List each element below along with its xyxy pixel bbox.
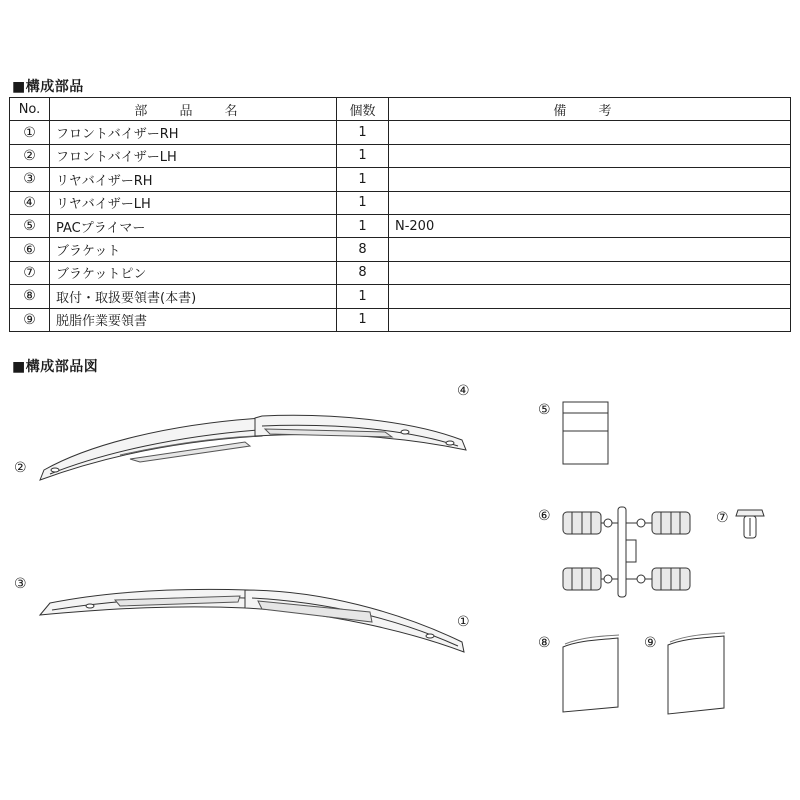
label-rear-visor-lh: ④ — [457, 383, 470, 399]
table-row — [10, 285, 791, 308]
row-no: ④ — [10, 191, 50, 214]
row-no: ⑧ — [10, 285, 50, 308]
label-front-visor-lh: ② — [14, 460, 27, 476]
row-no: ③ — [10, 168, 50, 191]
diagram-section-title: ■構成部品図 — [12, 359, 99, 375]
row-qty: 1 — [337, 308, 389, 331]
row-remarks — [389, 144, 791, 167]
manual-booklet-drawing — [563, 635, 619, 712]
table-row — [10, 168, 791, 191]
row-no: ① — [10, 121, 50, 144]
header-qty: 個数 — [337, 98, 389, 121]
row-name: フロントバイザーRH — [50, 121, 337, 144]
row-name: 脱脂作業要領書 — [50, 308, 337, 331]
row-remarks — [389, 168, 791, 191]
table-row — [10, 261, 791, 284]
row-remarks — [389, 238, 791, 261]
row-qty: 1 — [337, 191, 389, 214]
row-remarks — [389, 308, 791, 331]
row-qty: 8 — [337, 261, 389, 284]
table-row — [10, 238, 791, 261]
row-name: フロントバイザーLH — [50, 144, 337, 167]
row-no: ⑦ — [10, 261, 50, 284]
parts-section-title: ■構成部品 — [12, 79, 84, 95]
front-visor-rh-drawing — [245, 590, 464, 652]
degrease-manual-drawing — [668, 633, 725, 714]
row-qty: 1 — [337, 144, 389, 167]
row-remarks — [389, 191, 791, 214]
row-qty: 1 — [337, 168, 389, 191]
label-bracket: ⑥ — [538, 508, 551, 524]
table-row — [10, 214, 791, 237]
table-row — [10, 121, 791, 144]
row-no: ⑨ — [10, 308, 50, 331]
row-remarks: N-200 — [389, 214, 791, 237]
row-qty: 1 — [337, 285, 389, 308]
table-header-row — [10, 98, 791, 121]
row-name: リヤバイザーLH — [50, 191, 337, 214]
row-name: 取付・取扱要領書(本書) — [50, 285, 337, 308]
header-remarks: 備 考 — [389, 98, 791, 121]
parts-diagram — [0, 375, 800, 795]
row-qty: 8 — [337, 238, 389, 261]
row-remarks — [389, 261, 791, 284]
label-degrease-manual: ⑨ — [644, 635, 657, 651]
rear-visor-lh-drawing — [255, 415, 466, 450]
primer-package-drawing — [563, 402, 608, 464]
row-no: ⑥ — [10, 238, 50, 261]
row-name: ブラケット — [50, 238, 337, 261]
row-name: リヤバイザーRH — [50, 168, 337, 191]
table-row — [10, 191, 791, 214]
table-row — [10, 144, 791, 167]
row-remarks — [389, 285, 791, 308]
table-row — [10, 308, 791, 331]
header-no: No. — [10, 98, 50, 121]
row-remarks — [389, 121, 791, 144]
row-no: ⑤ — [10, 214, 50, 237]
header-name: 部 品 名 — [50, 98, 337, 121]
row-no: ② — [10, 144, 50, 167]
row-qty: 1 — [337, 121, 389, 144]
front-visor-lh-drawing — [40, 418, 262, 480]
label-primer: ⑤ — [538, 402, 551, 418]
bracket-set-drawing — [563, 507, 690, 597]
row-name: PACプライマー — [50, 214, 337, 237]
bracket-pin-drawing — [736, 510, 764, 538]
row-name: ブラケットピン — [50, 261, 337, 284]
label-front-visor-rh: ① — [457, 614, 470, 630]
label-bracket-pin: ⑦ — [716, 510, 729, 526]
row-qty: 1 — [337, 214, 389, 237]
label-manual: ⑧ — [538, 635, 551, 651]
rear-visor-rh-drawing — [40, 589, 248, 615]
parts-table — [9, 97, 791, 332]
label-rear-visor-rh: ③ — [14, 576, 27, 592]
